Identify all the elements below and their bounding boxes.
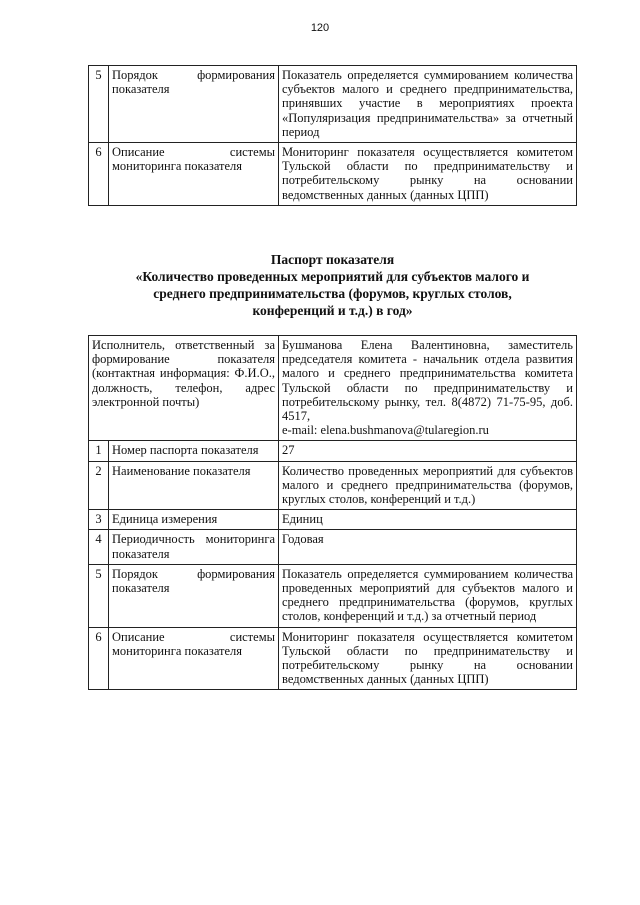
row-value: Количество проведенных мероприятий для субъектов малого и среднего предпринимательства (форумов, круглых столов, конференций и т.д.) <box>279 461 577 510</box>
page-number: 120 <box>310 22 330 34</box>
row-value: Показатель определяется суммированием количества субъектов малого и среднего предпринимательства, принявших участие в мероприятиях проекта «Популяризация предпринимательства» за отчетный период <box>279 66 577 143</box>
passport-title-line: среднего предпринимательства (форумов, круглых столов, <box>153 286 512 301</box>
executor-label: Исполнитель, ответственный за формирование показателя (контактная информация: Ф.И.О., должность, телефон, адрес электронной почты) <box>89 336 279 441</box>
table-row <box>89 564 577 627</box>
row-value: Показатель определяется суммированием количества проведенных мероприятий для субъектов малого и среднего предпринимательства (форумов, круглых столов, конференций и т.д.) за отчетный период <box>279 564 577 627</box>
row-value: 27 <box>279 441 577 461</box>
table-row <box>89 461 577 510</box>
previous-passport-table <box>88 65 577 206</box>
table-row <box>89 530 577 564</box>
row-value: Мониторинг показателя осуществляется комитетом Тульской области по предпринимательству и потребительскому рынку на основании ведомственных данных (данных ЦПП) <box>279 143 577 206</box>
row-number: 6 <box>89 627 109 690</box>
row-label: Порядок формирования показателя <box>109 564 279 627</box>
executor-row <box>89 336 577 441</box>
row-number: 5 <box>89 564 109 627</box>
row-number: 4 <box>89 530 109 564</box>
table-row <box>89 510 577 530</box>
row-number: 2 <box>89 461 109 510</box>
executor-details: Бушманова Елена Валентиновна, заместитель председателя комитета - начальник отдела развития малого и среднего предпринимательства комитета Тульской области по предпринимательству и потребительскому рынку, тел. 8(4872) 71-75-95, доб. 4517, <box>282 338 573 424</box>
passport-title <box>88 251 577 319</box>
row-value: Мониторинг показателя осуществляется комитетом Тульской области по предпринимательству и потребительскому рынку на основании ведомственных данных (данных ЦПП) <box>279 627 577 690</box>
row-label: Порядок формирования показателя <box>109 66 279 143</box>
row-number: 1 <box>89 441 109 461</box>
row-number: 6 <box>89 143 109 206</box>
row-label: Описание системы мониторинга показателя <box>109 627 279 690</box>
row-value: Годовая <box>279 530 577 564</box>
row-label: Единица измерения <box>109 510 279 530</box>
table-row <box>89 627 577 690</box>
passport-table <box>88 335 577 690</box>
passport-title-line: «Количество проведенных мероприятий для субъектов малого и <box>135 269 530 284</box>
row-label: Наименование показателя <box>109 461 279 510</box>
table-row <box>89 66 577 143</box>
executor-email: e-mail: elena.bushmanova@tularegion.ru <box>282 423 489 438</box>
row-label: Периодичность мониторинга показателя <box>109 530 279 564</box>
passport-title-line: конференций и т.д.) в год» <box>252 303 413 318</box>
passport-title-line: Паспорт показателя <box>270 252 395 267</box>
row-number: 3 <box>89 510 109 530</box>
row-label: Описание системы мониторинга показателя <box>109 143 279 206</box>
executor-value <box>279 336 577 441</box>
row-number: 5 <box>89 66 109 143</box>
row-value: Единиц <box>279 510 577 530</box>
row-label: Номер паспорта показателя <box>109 441 279 461</box>
table-row <box>89 143 577 206</box>
table-row <box>89 441 577 461</box>
